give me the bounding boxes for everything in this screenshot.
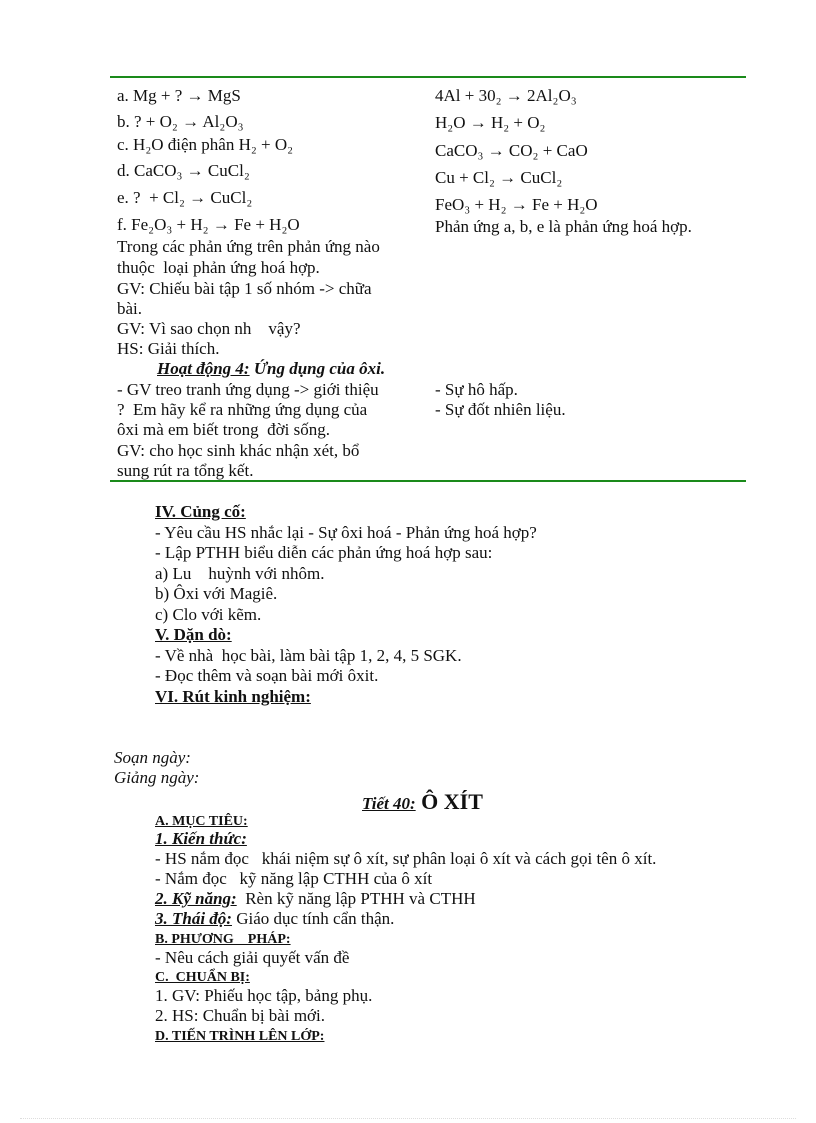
activity-title: Ứng dụng của ôxi. — [249, 359, 386, 378]
answer-line: H₂O → H₂ + O₂ — [435, 113, 546, 132]
text-line: - Lập PTHH biểu diễn các phản ứng hoá hợp sau: — [155, 543, 493, 562]
answer-line: CaCO₃ → CO₂ + CaO — [435, 141, 588, 160]
skill-line — [155, 889, 476, 909]
knowledge-heading: 1. Kiến thức: — [155, 829, 247, 848]
lesson-title — [362, 790, 483, 816]
text-line: - HS nắm đọc khái niệm sự ô xít, sự phân loại ô xít và cách gọi tên ô xít. — [155, 849, 657, 868]
text-line: c) Clo với kẽm. — [155, 605, 262, 624]
lesson-title-text: Ô XÍT — [415, 789, 483, 814]
equation-b: b. ? + O₂ → Al₂O₃ — [117, 112, 244, 131]
activity-label: Hoạt động 4: — [157, 359, 250, 378]
text-line: GV: Chiếu bài tập 1 số nhóm -> chữa — [117, 279, 372, 298]
section-a-heading: A. MỤC TIÊU: — [155, 814, 248, 829]
skill-label: 2. Kỹ năng: — [155, 889, 237, 908]
text-line: - Nêu cách giải quyết vấn đề — [155, 948, 350, 967]
equation-d: d. CaCO₃ → CuCl₂ — [117, 161, 250, 180]
answer-line: Cu + Cl₂ → CuCl₂ — [435, 168, 563, 187]
text-line: HS: Giải thích. — [117, 339, 220, 358]
equation-c: c. H₂O điện phân H₂ + O₂ — [117, 135, 294, 154]
text-line: - Yêu cầu HS nhắc lại - Sự ôxi hoá - Phản ứng hoá hợp? — [155, 523, 537, 542]
text-line: GV: Vì sao chọn nh vậy? — [117, 319, 301, 338]
section-d-heading: D. TIẾN TRÌNH LÊN LỚP: — [155, 1029, 325, 1044]
text-line: - GV treo tranh ứng dụng -> giới thiệu — [117, 380, 379, 399]
text-line: 1. GV: Phiếu học tập, bảng phụ. — [155, 986, 373, 1005]
text-line: b) Ôxi với Magiê. — [155, 584, 278, 603]
attitude-label: 3. Thái độ: — [155, 909, 232, 928]
text-line: a) Lu huỳnh với nhôm. — [155, 564, 325, 583]
skill-text: Rèn kỹ năng lập PTHH và CTHH — [236, 889, 476, 908]
text-line: bài. — [117, 299, 143, 318]
section-c-heading: C. CHUẨN BỊ: — [155, 970, 250, 985]
text-line: Trong các phản ứng trên phản ứng nào — [117, 237, 380, 256]
table-top-rule — [110, 76, 746, 78]
text-line: - Nắm đọc kỹ năng lập CTHH của ô xít — [155, 869, 433, 888]
section-b-heading: B. PHƯƠNG PHÁP: — [155, 932, 291, 947]
activity-heading — [157, 359, 385, 379]
text-line: 2. HS: Chuẩn bị bài mới. — [155, 1006, 326, 1025]
text-line: GV: cho học sinh khác nhận xét, bổ — [117, 441, 360, 460]
review-heading: IV. Củng cố: — [155, 502, 246, 521]
answer-line: 4Al + 30₂ → 2Al₂O₃ — [435, 86, 577, 105]
text-line: - Về nhà học bài, làm bài tập 1, 2, 4, 5 SGK. — [155, 646, 462, 665]
equation-a: a. Mg + ? → MgS — [117, 86, 241, 105]
equation-f: f. Fe₂O₃ + H₂ → Fe + H₂O — [117, 215, 300, 234]
table-bottom-rule — [110, 480, 746, 482]
text-line: sung rút ra tổng kết. — [117, 461, 254, 480]
text-line: ôxi mà em biết trong đời sống. — [117, 420, 330, 439]
experience-heading: VI. Rút kinh nghiệm: — [155, 687, 311, 706]
teach-date: Giảng ngày: — [114, 768, 200, 787]
attitude-line — [155, 909, 394, 929]
equation-e: e. ? + Cl₂ → CuCl₂ — [117, 188, 253, 207]
text-line: ? Em hãy kể ra những ứng dụng của — [117, 400, 368, 419]
prep-date: Soạn ngày: — [114, 748, 191, 767]
homework-heading: V. Dặn dò: — [155, 625, 232, 644]
answer-line: Phản ứng a, b, e là phản ứng hoá hợp. — [435, 217, 692, 236]
page-bottom-border — [20, 1118, 796, 1119]
attitude-text: Giáo dục tính cẩn thận. — [231, 909, 395, 928]
answer-line: - Sự đốt nhiên liệu. — [435, 400, 566, 419]
text-line: - Đọc thêm và soạn bài mới ôxit. — [155, 666, 379, 685]
text-line: thuộc loại phản ứng hoá hợp. — [117, 258, 320, 277]
lesson-title-label: Tiết 40: — [362, 794, 416, 813]
answer-line: - Sự hô hấp. — [435, 380, 518, 399]
answer-line: FeO₃ + H₂ → Fe + H₂O — [435, 195, 598, 214]
